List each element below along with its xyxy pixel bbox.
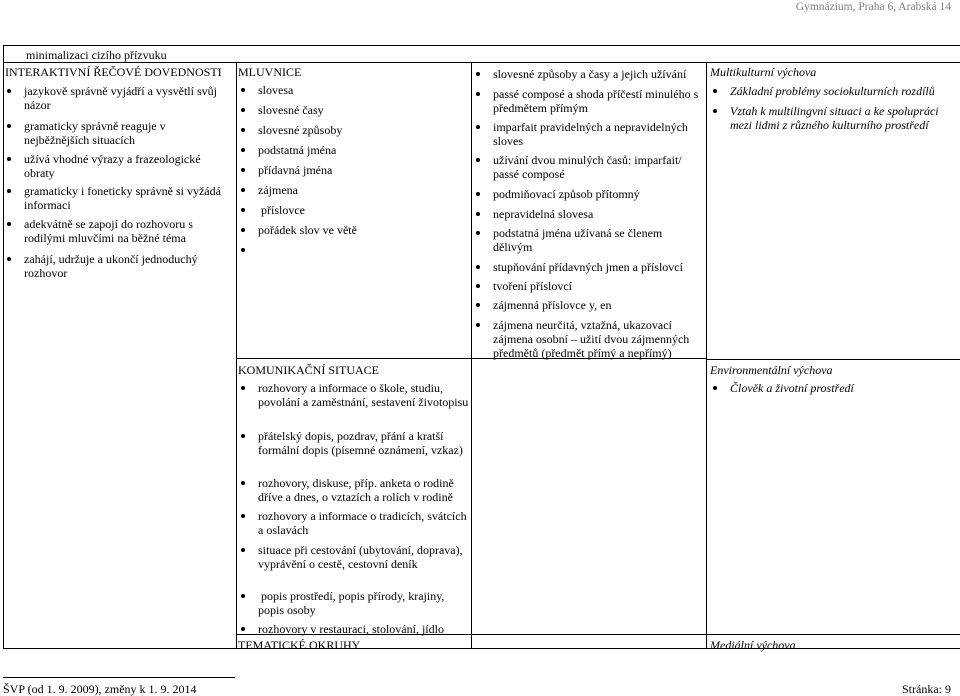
list-item: podstatná jména bbox=[258, 143, 463, 157]
list-item: tvoření příslovcí bbox=[493, 279, 703, 293]
list-item: imparfait pravidelných a nepravidelných sloves bbox=[493, 120, 703, 148]
col-outcomes bbox=[4, 63, 237, 649]
komunikacni-heading: KOMUNIKAČNÍ SITUACE bbox=[238, 363, 379, 377]
list-item: pořádek slov ve větě bbox=[258, 223, 463, 237]
list-item: zájmena neurčitá, vztažná, ukazovací zájmena osobní – užití dvou zájmenných předmětů (předmět přímý a nepřímý) bbox=[493, 318, 703, 360]
tematicke-heading: TEMATICKÉ OKRUHY bbox=[238, 638, 360, 652]
multikulturni-heading: Multikulturní výchova bbox=[710, 65, 816, 79]
list-item: situace při cestování (ubytování, doprava), vyprávění o cestě, cestovní deník bbox=[258, 543, 470, 571]
list-item: rozhovory, diskuse, příp. anketa o rodině dříve a dnes, o vztazích a rolích v rodině bbox=[258, 476, 470, 504]
list-item: zahájí, udržuje a ukončí jednoduchý rozhovor bbox=[24, 252, 229, 280]
list-item: přídavná jména bbox=[258, 163, 463, 177]
list-item: slovesa bbox=[258, 83, 463, 97]
list-item: popis prostředí, popis přírody, krajiny, popis osoby bbox=[258, 589, 470, 617]
list-item: podmiňovací způsob přítomný bbox=[493, 187, 703, 201]
list-item-empty bbox=[258, 243, 463, 257]
list-item: zájmena bbox=[258, 183, 463, 197]
list-item: užívání dvou minulých časů: imparfait/ passé composé bbox=[493, 153, 703, 181]
list-item: jazykově správně vyjádří a vysvětlí svůj názor bbox=[24, 84, 229, 112]
footer-rule bbox=[3, 677, 235, 678]
list-item: přátelský dopis, pozdrav, přání a kratší formální dopis (písemné oznámení, vzkaz) bbox=[258, 429, 470, 457]
list-item: slovesné časy bbox=[258, 103, 463, 117]
list-item: gramaticky i foneticky správně si vyžádá informaci bbox=[24, 184, 229, 212]
list-item: rozhovory a informace o škole, studiu, povolání a zaměstnání, sestavení životopisu bbox=[258, 381, 470, 409]
section-divider bbox=[236, 634, 960, 635]
list-item: Člověk a životní prostředí bbox=[730, 381, 958, 395]
list-item: slovesné způsoby bbox=[258, 123, 463, 137]
page-number: Stránka: 9 bbox=[902, 682, 951, 696]
list-item: stupňování přídavných jmen a příslovcí bbox=[493, 260, 703, 274]
col-grammar bbox=[472, 63, 707, 649]
list-item: slovesné způsoby a časy a jejich užívání bbox=[493, 67, 703, 81]
list-item: příslovce bbox=[258, 203, 463, 217]
footer-revision: ŠVP (od 1. 9. 2009), změny k 1. 9. 2014 bbox=[3, 682, 197, 696]
col1-heading: INTERAKTIVNÍ ŘEČOVÉ DOVEDNOSTI bbox=[5, 65, 222, 79]
medialni-heading: Mediální výchova bbox=[710, 638, 796, 652]
top-line: minimalizaci cizího přízvuku bbox=[26, 48, 167, 62]
section-divider bbox=[707, 359, 960, 360]
environmentalni-heading: Environmentální výchova bbox=[710, 363, 833, 377]
list-item: passé composé a shoda příčestí minulého s předmětem přímým bbox=[493, 87, 703, 115]
col-cross-curricular bbox=[707, 63, 960, 649]
list-item: nepravidelná slovesa bbox=[493, 207, 703, 221]
list-item: užívá vhodné výrazy a frazeologické obraty bbox=[24, 152, 229, 180]
list-item: Základní problémy sociokulturních rozdílů bbox=[730, 84, 958, 98]
list-item: adekvátně se zapojí do rozhovoru s rodilými mluvčími na běžné téma bbox=[24, 217, 229, 245]
list-item: zájmenná příslovce y, en bbox=[493, 298, 703, 312]
list-item: Vztah k multilingvní situaci a ke spolupráci mezi lidmi z různého kulturního prostředí bbox=[730, 104, 958, 132]
school-header: Gymnázium, Praha 6, Arabská 14 bbox=[796, 0, 951, 14]
list-item: rozhovory a informace o tradicích, svátcích a oslavách bbox=[258, 509, 470, 537]
list-item: rozhovory v restauraci, stolování, jídlo bbox=[258, 622, 470, 636]
list-item: gramaticky správně reaguje v nejběžnějších situacích bbox=[24, 119, 229, 147]
curriculum-table bbox=[3, 45, 960, 649]
section-divider bbox=[236, 358, 706, 359]
list-item: podstatná jména užívaná se členem dělivým bbox=[493, 226, 703, 254]
col-content bbox=[237, 63, 472, 649]
mluvnice-heading: MLUVNICE bbox=[238, 65, 301, 79]
